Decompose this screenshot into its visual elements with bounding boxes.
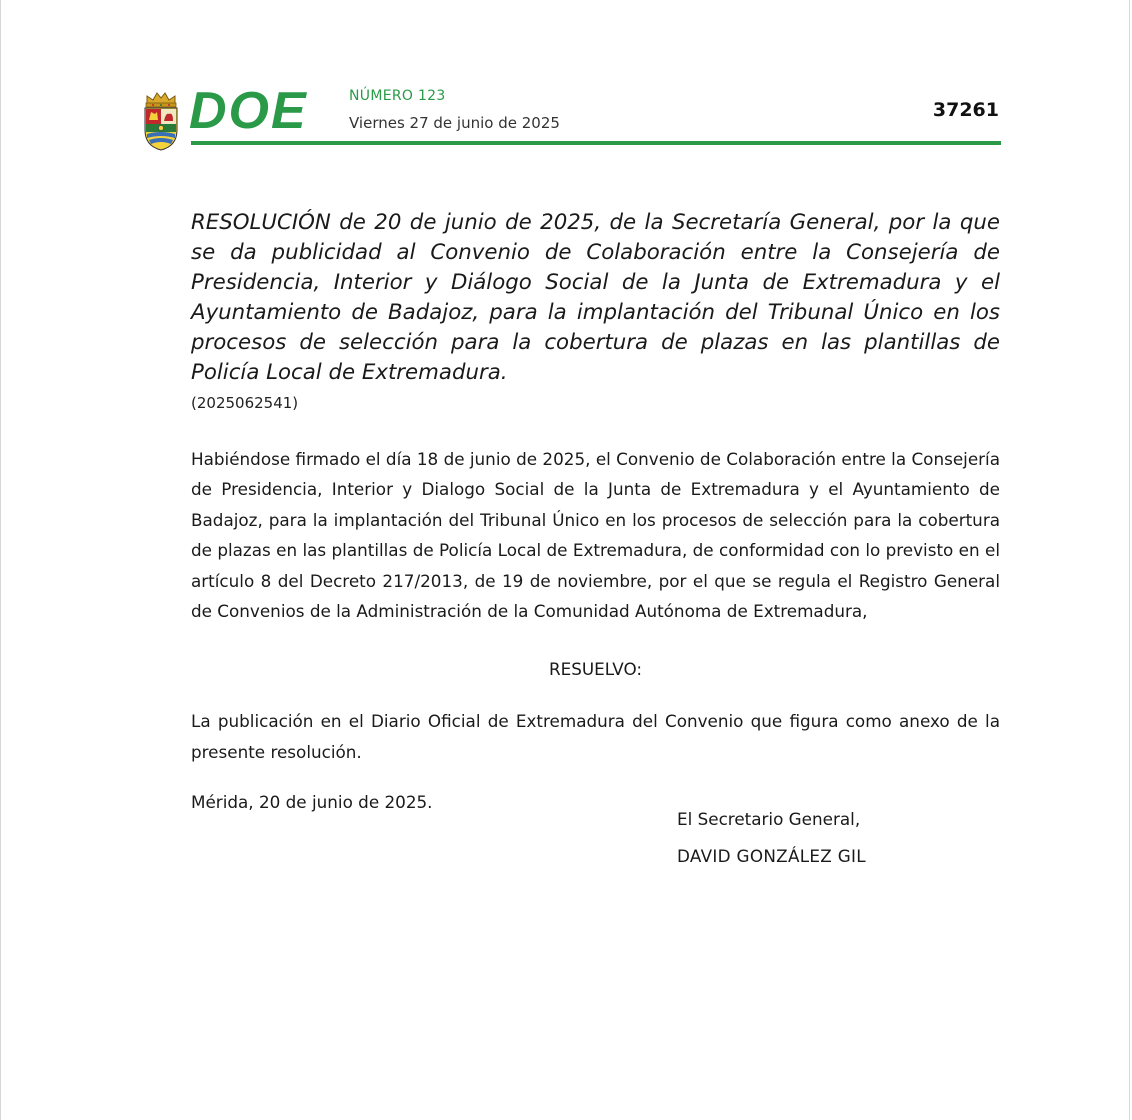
header-divider [191,141,1001,145]
body-paragraph-resolution: La publicación en el Diario Oficial de Extremadura del Convenio que figura como anexo de la presente resolución. [191,711,1000,762]
signature-block [677,808,866,867]
resuelvo-heading: RESUELVO: [548,659,643,680]
doe-logo: DOE [189,82,308,140]
issue-number: NÚMERO 123 [349,88,446,104]
resolution-code: (2025062541) [191,394,299,412]
place-and-date: Mérida, 20 de junio de 2025. [191,792,433,813]
extremadura-coat-of-arms-icon [141,90,181,152]
body-paragraph: Habiéndose firmado el día 18 de junio de 2025, el Convenio de Colaboración entre la Consejería de Presidencia, Interior y Dialogo Social de la Junta de Extremadura y el Ayuntamiento de Badajoz, para la implantación del Tribunal Único en los procesos de selección para la cobertura de plazas en las plantillas de Policía Local de Extremadura, de conformidad con lo previsto en el artículo 8 del Decreto 217/2013, de 19 de noviembre, por el que se regula el Registro General de Convenios de la Administración de la Comunidad Autónoma de Extremadura, [191,449,1000,622]
signatory-name: DAVID GONZÁLEZ GIL [677,846,866,866]
document-content [191,208,1000,813]
resolution-title: RESOLUCIÓN de 20 de junio de 2025, de la Secretaría General, por la que se da publicidad al Convenio de Colaboración entre la Consejería de Presidencia, Interior y Diálogo Social de la Junta de Extremadura y el Ayuntamiento de Badajoz, para la implantación del Tribunal Único en los procesos de selección para la cobertura de plazas en las plantillas de Policía Local de Extremadura. [191,210,1000,385]
page-number: 37261 [932,99,999,121]
issue-date: Viernes 27 de junio de 2025 [349,114,560,132]
doe-header [141,84,1001,146]
signatory-role: El Secretario General, [677,809,861,829]
